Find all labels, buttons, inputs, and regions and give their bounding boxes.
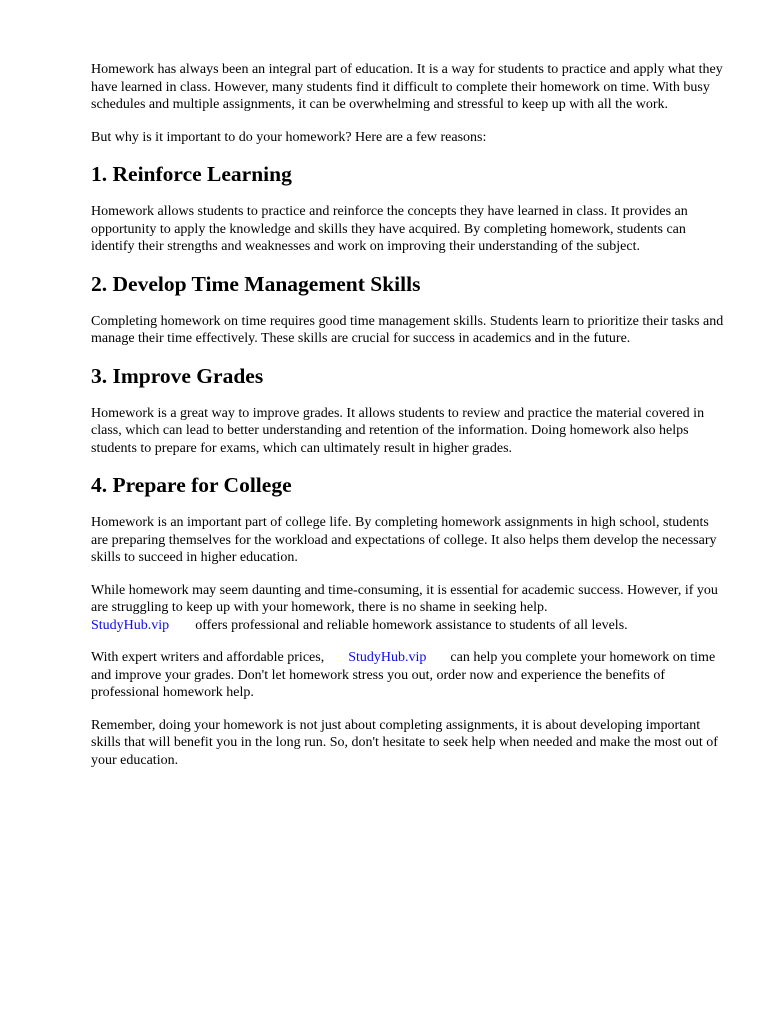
closing-paragraph-writers: [91, 649, 726, 702]
section-body-time-management: Completing homework on time requires good time management skills. Students learn to prioritize their tasks and manage their time effectively. These skills are crucial for success in academics and in the future.: [91, 313, 724, 346]
studyhub-link[interactable]: StudyHub.vip: [91, 617, 170, 633]
closing-paragraph-remember: Remember, doing your homework is not just about completing assignments, it is about developing important skills that will benefit you in the long run. So, don't hesitate to seek help when needed and make the most out of your education.: [91, 717, 718, 768]
intro-question: But why is it important to do your homework? Here are a few reasons:: [91, 129, 487, 145]
closing-writers-text-after: can help you complete your homework on time and improve your grades. Don't let homework stress you out, order now and experience the benefits of professional homework help.: [91, 650, 716, 700]
section-body-improve-grades: Homework is a great way to improve grades. It allows students to review and practice the material covered in class, which can lead to better understanding and retention of the information. Doing homework also helps students to prepare for exams, which can ultimately result in higher grades.: [91, 405, 705, 456]
document-body: [91, 61, 726, 784]
closing-help-text: While homework may seem daunting and time-consuming, it is essential for academic success. However, if you are struggling to keep up with your homework, there is no shame in seeking help.: [91, 582, 718, 615]
closing-help-text-after: offers professional and reliable homework assistance to students of all levels.: [195, 617, 628, 633]
section-body-reinforce-learning: Homework allows students to practice and reinforce the concepts they have learned in class. It provides an opportunity to apply the knowledge and skills they have acquired. By completing homework, students can identify their strengths and weaknesses and work on improving their understanding of the subject.: [91, 204, 688, 254]
closing-writers-text: With expert writers and affordable prices,: [91, 650, 325, 665]
section-heading-prepare-college: 4. Prepare for College: [91, 473, 292, 497]
section-body-prepare-college: Homework is an important part of college life. By completing homework assignments in high school, students are preparing themselves for the workload and expectations of college. It also helps them develop the necessary skills to succeed in higher education.: [91, 515, 717, 565]
closing-paragraph-help: [91, 582, 726, 635]
studyhub-link-2[interactable]: StudyHub.vip: [348, 650, 427, 665]
section-heading-time-management: 2. Develop Time Management Skills: [91, 271, 421, 296]
section-heading-reinforce-learning: 1. Reinforce Learning: [91, 162, 292, 186]
section-heading-improve-grades: 3. Improve Grades: [91, 363, 264, 388]
intro-paragraph: Homework has always been an integral part of education. It is a way for students to practice and apply what they have learned in class. However, many students find it difficult to complete their homework on time. With busy schedules and multiple assignments, it can be overwhelming and stressful to keep up with all the work.: [91, 62, 723, 112]
